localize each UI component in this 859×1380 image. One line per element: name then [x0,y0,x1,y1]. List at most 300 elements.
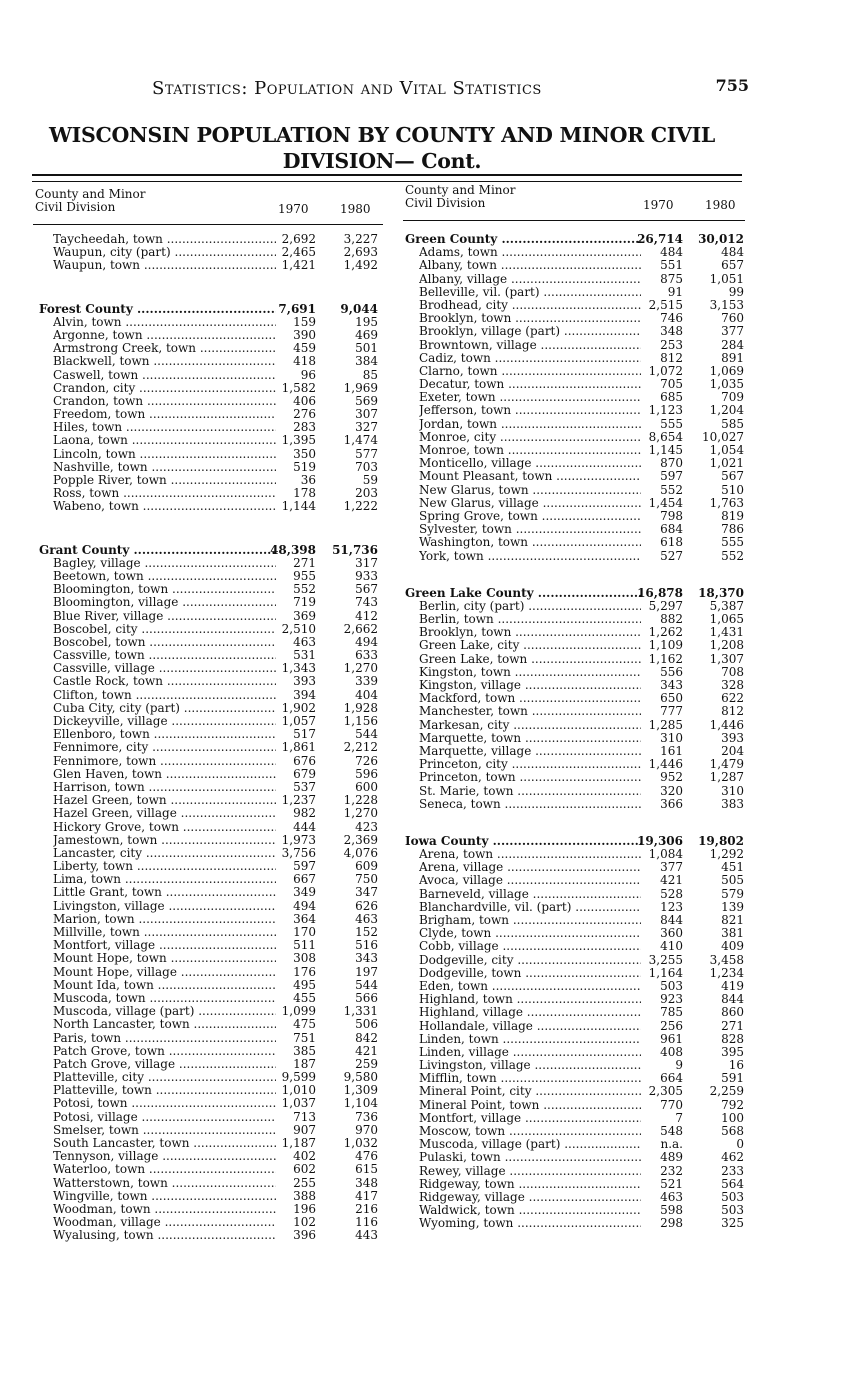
section-gap [403,563,745,587]
population-1980: 347 [355,885,378,900]
division-name: Boscobel, town ..... [53,636,276,649]
population-1970: 684 [660,522,683,537]
division-name: Linden, village ..... [419,1046,641,1059]
division-name: North Lancaster, town ..... [53,1018,276,1031]
division-name: Crandon, city ..... [53,382,276,395]
table-row [403,1033,745,1046]
table-row [33,913,383,926]
table-row [403,1085,745,1098]
division-name: Clifton, town ..... [53,689,276,702]
table-row [33,847,383,860]
division-name: Muscoda, village (part) ..... [419,1138,641,1151]
table-row [33,474,383,487]
table-row [33,992,383,1005]
table-row [33,1032,383,1045]
table-row [403,1125,745,1138]
population-1980: 19,802 [698,833,744,848]
population-1970: 366 [660,796,683,811]
table-row [33,233,383,246]
population-1980: 383 [721,796,744,811]
population-1970: 393 [293,674,316,689]
population-1980: 1,292 [709,847,744,862]
population-1970: 16,878 [637,585,683,600]
division-name: Berlin, city (part) ..... [419,600,641,613]
population-1970: 1,109 [648,638,683,653]
division-name: Kingston, village ..... [419,679,641,692]
division-name: Beetown, town ..... [53,570,276,583]
population-1980: 569 [355,393,378,408]
division-name: Fennimore, town ..... [53,755,276,768]
division-name: Marquette, village ..... [419,745,641,758]
population-1980: 16 [728,1058,744,1073]
table-row [33,610,383,623]
population-1970: 1,084 [648,847,683,862]
population-1980: 609 [355,859,378,874]
population-1970: 597 [660,469,683,484]
table-row [403,550,745,563]
table-row [33,1071,383,1084]
table-row [403,732,745,745]
population-1980: 469 [355,327,378,342]
division-name: Brooklyn, town ..... [419,312,641,325]
population-1980: 1,104 [343,1096,378,1111]
table-row [33,715,383,728]
division-name: Albany, town ..... [419,259,641,272]
division-name: Highland, town ..... [419,993,641,1006]
population-1970: 551 [660,258,683,273]
table-row [403,901,745,914]
population-1970: 444 [293,819,316,834]
table-row [33,952,383,965]
division-name: Jefferson, town ..... [419,404,641,417]
population-1970: 1,285 [648,717,683,732]
population-1980: 708 [721,664,744,679]
population-1980: 30,012 [698,232,744,246]
population-1980: 1,065 [709,612,744,627]
division-name: Hazel Green, village ..... [53,807,276,820]
table-row [403,444,745,457]
population-1970: 676 [293,753,316,768]
table-row [403,600,745,613]
population-1970: 955 [293,568,316,583]
population-1980: 933 [355,568,378,583]
population-1980: 0 [736,1137,744,1152]
population-1980: 423 [355,819,378,834]
division-name: Rewey, village ..... [419,1165,641,1178]
population-1970: 494 [293,898,316,913]
population-1970: 176 [293,964,316,979]
population-1980: 216 [355,1201,378,1216]
table-row [403,692,745,705]
population-1980: 503 [721,1203,744,1218]
division-name: Berlin, town ..... [419,613,641,626]
population-1980: 506 [355,1017,378,1032]
division-name: Potosi, town ..... [53,1097,276,1110]
division-name: Cuba City, city (part) ..... [53,702,276,715]
population-1980: 1,492 [343,258,378,273]
population-1980: 1,270 [343,661,378,676]
table-row [33,900,383,913]
left-column [33,184,383,1243]
population-1980: 516 [355,938,378,953]
population-1970: 1,144 [281,499,316,514]
population-1980: 1,307 [709,651,744,666]
population-1970: 91 [667,284,683,299]
section-gap [403,811,745,835]
table-row [403,418,745,431]
population-1970: 348 [660,324,683,339]
population-1970: 952 [660,770,683,785]
division-name: Glen Haven, town ..... [53,768,276,781]
table-row [33,1005,383,1018]
population-1970: 531 [293,648,316,663]
division-name: Ross, town ..... [53,487,276,500]
division-name: Lincoln, town ..... [53,448,276,461]
table-row [403,1072,745,1085]
table-row [33,1177,383,1190]
population-1970: 161 [660,743,683,758]
population-1970: 1,454 [648,495,683,510]
table-row [403,457,745,470]
population-1970: 679 [293,766,316,781]
table-row [33,408,383,421]
population-1980: 348 [355,1175,378,1190]
population-1970: 9 [675,1058,683,1073]
division-name: Crandon, town ..... [53,395,276,408]
population-1970: 298 [660,1216,683,1231]
table-row [403,299,745,312]
division-name: Eden, town ..... [419,980,641,993]
population-1970: 751 [293,1030,316,1045]
table-row [33,1150,383,1163]
population-1980: 1,969 [343,380,378,395]
table-row [403,771,745,784]
division-name: Jamestown, town ..... [53,834,276,847]
table-row [33,342,383,355]
population-1980: 1,051 [709,271,744,286]
population-1980: 2,259 [709,1084,744,1099]
division-name: Liberty, town ..... [53,860,276,873]
population-1980: 494 [355,634,378,649]
population-1970: 187 [293,1056,316,1071]
population-1980: 419 [721,978,744,993]
header-year-1980: 1980 [705,198,736,212]
division-name: St. Marie, town ..... [419,785,641,798]
population-1980: 1,309 [343,1083,378,1098]
population-1980: 417 [355,1188,378,1203]
population-1980: 100 [721,1110,744,1125]
population-1970: 455 [293,990,316,1005]
population-1980: 743 [355,595,378,610]
table-row [33,636,383,649]
population-1970: 719 [293,595,316,610]
population-1980: 1,222 [343,499,378,514]
population-1980: 152 [355,925,378,939]
population-1980: 736 [355,1109,378,1124]
population-1970: 308 [293,951,316,966]
table-row [33,702,383,715]
division-name: Boscobel, city ..... [53,623,276,636]
population-1980: 404 [355,687,378,702]
population-1970: 870 [660,456,683,471]
population-1970: 1,582 [281,380,316,395]
population-1970: 394 [293,687,316,702]
division-name: Princeton, town ..... [419,771,641,784]
population-1970: 3,255 [648,952,683,967]
population-1970: 489 [660,1150,683,1165]
column-header-label [405,184,515,210]
population-1970: 650 [660,691,683,706]
division-name: Armstrong Creek, town ..... [53,342,276,355]
population-1970: 123 [660,899,683,914]
division-name: Cobb, village ..... [419,940,641,953]
population-1980: 9,580 [343,1070,378,1085]
county-row [403,835,745,848]
population-1980: 633 [355,648,378,663]
population-1970: 685 [660,390,683,405]
population-1970: 19,306 [637,833,683,848]
table-row [403,246,745,259]
population-1970: 521 [660,1176,683,1191]
division-name: Avoca, village ..... [419,874,641,887]
population-1980: 544 [355,727,378,742]
division-name: Wabeno, town ..... [53,500,276,513]
table-row [33,329,383,342]
population-1980: 579 [721,886,744,901]
population-1980: 555 [721,535,744,550]
division-name: Potosi, village ..... [53,1111,276,1124]
table-row [403,259,745,272]
population-1980: 1,479 [709,757,744,772]
population-1970: 360 [660,926,683,941]
division-name: Jordan, town ..... [419,418,641,431]
population-1970: 519 [293,459,316,474]
table-row [403,391,745,404]
division-name: Woodman, village ..... [53,1216,276,1229]
population-1980: 1,204 [709,403,744,418]
division-name: Muscoda, village (part) ..... [53,1005,276,1018]
table-row [403,273,745,286]
population-1980: 970 [355,1122,378,1137]
division-name: Hazel Green, town ..... [53,794,276,807]
division-name: Wingville, town ..... [53,1190,276,1203]
population-1980: 792 [721,1097,744,1112]
population-1970: 396 [293,1228,316,1243]
population-1970: 459 [293,341,316,356]
division-name: Mineral Point, town ..... [419,1099,641,1112]
population-1980: 1,054 [709,443,744,457]
division-name: Barneveld, village ..... [419,888,641,901]
division-name: Blanchardville, vil. (part) ..... [419,901,641,914]
division-name: Caswell, town ..... [53,369,276,382]
population-1970: 1,164 [648,965,683,980]
table-row [33,1137,383,1150]
table-row [403,1151,745,1164]
population-1970: 385 [293,1043,316,1058]
division-name: Wyoming, town ..... [419,1217,641,1230]
population-1970: 8,654 [648,429,683,444]
division-name: Ridgeway, town ..... [419,1178,641,1191]
population-1970: 1,861 [281,740,316,755]
division-name: Princeton, city ..... [419,758,641,771]
population-1980: 1,474 [343,433,378,448]
table-row [403,1099,745,1112]
header-label-line2: Civil Division [405,196,486,210]
population-1970: 7,691 [278,301,316,316]
population-1980: 10,027 [702,429,744,444]
table-row [403,1217,745,1230]
county-row [403,587,745,600]
population-1980: 760 [721,311,744,326]
population-1980: 657 [721,258,744,273]
table-row [33,662,383,675]
division-name: Ellenboro, town ..... [53,728,276,741]
population-1980: 1,228 [343,793,378,808]
table-row [33,873,383,886]
population-1970: 48,398 [270,542,316,557]
right-column [403,184,745,1231]
table-row [33,461,383,474]
population-1970: 598 [660,1203,683,1218]
division-name: Little Grant, town ..... [53,886,276,899]
table-row [403,1138,745,1151]
division-name: New Glarus, town ..... [419,484,641,497]
population-1970: 1,010 [281,1083,316,1098]
population-1970: 2,510 [281,621,316,636]
table-row [403,1178,745,1191]
population-1970: 102 [293,1215,316,1230]
population-1980: 116 [355,1215,378,1230]
table-row [33,382,383,395]
population-1970: 961 [660,1031,683,1046]
division-name: Moscow, town ..... [419,1125,641,1138]
county-name: Green County ..... [405,233,641,246]
division-name: Seneca, town ..... [419,798,641,811]
table-row [33,355,383,368]
division-name: Dickeyville, village ..... [53,715,276,728]
population-1980: 860 [721,1005,744,1020]
population-1970: 1,343 [281,661,316,676]
table-row [33,623,383,636]
division-name: Mineral Point, city ..... [419,1085,641,1098]
population-1980: 139 [721,899,744,914]
table-row [33,728,383,741]
division-name: Laona, town ..... [53,434,276,447]
table-row [403,719,745,732]
population-1970: 159 [293,314,316,329]
population-1980: 2,369 [343,832,378,847]
population-1980: 85 [362,367,378,382]
division-name: Browntown, village ..... [419,339,641,352]
division-name: Brodhead, city ..... [419,299,641,312]
column-header [403,180,745,221]
population-1970: 377 [660,860,683,875]
population-1970: 2,515 [648,297,683,312]
population-1970: 1,973 [281,832,316,847]
division-name: Arena, town ..... [419,848,641,861]
table-row [33,596,383,609]
county-row [33,544,383,557]
population-1970: 882 [660,612,683,627]
population-1970: 408 [660,1044,683,1059]
table-row [33,649,383,662]
table-row [33,768,383,781]
population-1980: 1,032 [343,1136,378,1150]
county-name: Iowa County ..... [405,835,641,848]
population-1970: 402 [293,1149,316,1164]
table-row [33,1203,383,1216]
population-1980: 812 [721,704,744,719]
population-1980: 503 [721,1189,744,1204]
county-row [403,233,745,246]
table-row [33,1058,383,1071]
population-1980: 484 [721,245,744,260]
division-name: Monticello, village ..... [419,457,641,470]
division-name: Lancaster, city ..... [53,847,276,860]
population-1980: 412 [355,608,378,623]
division-name: Montfort, village ..... [53,939,276,952]
division-name: Tennyson, village ..... [53,1150,276,1163]
population-1980: 505 [721,873,744,888]
table-row [33,807,383,820]
population-1970: 982 [293,806,316,821]
division-name: Markesan, city ..... [419,719,641,732]
population-1970: 364 [293,911,316,926]
population-1970: 3,756 [281,845,316,860]
division-name: Patch Grove, town ..... [53,1045,276,1058]
population-1980: 393 [721,730,744,745]
division-name: Waupun, city (part) ..... [53,246,276,259]
table-row [33,886,383,899]
population-1970: 664 [660,1071,683,1086]
population-1980: 409 [721,939,744,954]
population-1970: 1,395 [281,433,316,448]
table-row [403,312,745,325]
division-name: Bagley, village ..... [53,557,276,570]
population-1970: 196 [293,1201,316,1216]
population-1980: 585 [721,416,744,431]
table-row [33,421,383,434]
table-row [403,785,745,798]
population-1980: 552 [721,548,744,563]
population-1970: 923 [660,992,683,1007]
population-1970: 2,465 [281,245,316,260]
population-1980: 2,662 [343,621,378,636]
header-year-1970: 1970 [643,198,674,212]
table-row [33,1045,383,1058]
population-1980: 2,212 [343,740,378,755]
table-row [403,613,745,626]
population-1970: 255 [293,1175,316,1190]
population-1980: 1,021 [709,456,744,471]
population-1980: 1,928 [343,700,378,715]
table-row [33,487,383,500]
division-name: Mount Ida, town ..... [53,979,276,992]
population-1980: 5,387 [709,598,744,613]
population-1980: 844 [721,992,744,1007]
population-1980: 568 [721,1124,744,1138]
population-1980: 4,076 [343,845,378,860]
population-1980: 842 [355,1030,378,1045]
table-row [403,325,745,338]
population-1970: 253 [660,337,683,352]
division-name: New Glarus, village ..... [419,497,641,510]
population-1980: 395 [721,1044,744,1059]
population-1970: 1,099 [281,1004,316,1019]
population-1970: 1,145 [648,443,683,457]
division-name: Arena, village ..... [419,861,641,874]
population-1970: 271 [293,555,316,570]
